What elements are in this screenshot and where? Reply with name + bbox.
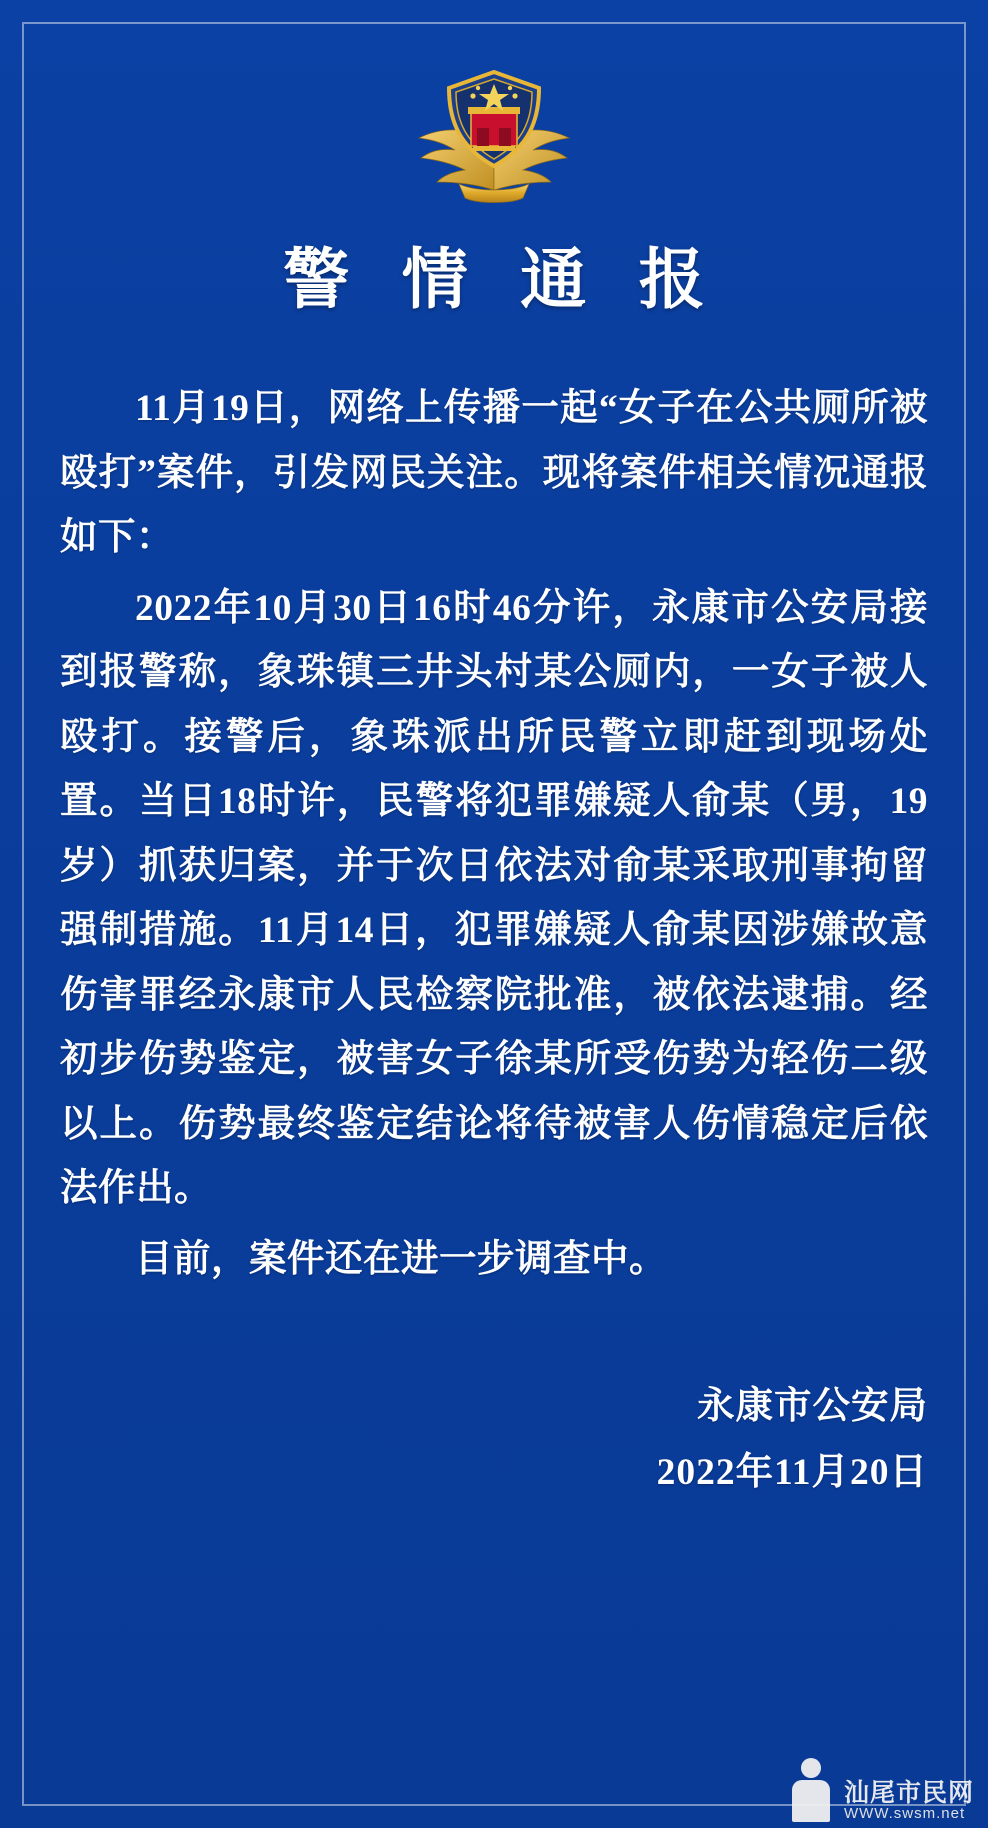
- signature-block: [60, 1374, 928, 1505]
- paragraph-2: 2022年10月30日16时46分许，永康市公安局接到报警称，象珠镇三井头村某公厕内，一女子被人殴打。接警后，象珠派出所民警立即赶到现场处置。当日18时许，民警将犯罪嫌疑人俞某（男，19岁）抓获归案，并于次日依法对俞某采取刑事拘留强制措施。11月14日，犯罪嫌疑人俞某因涉嫌故意伤害罪经永康市人民检察院批准，被依法逮捕。经初步伤势鉴定，被害女子徐某所受伤势为轻伤二级以上。伤势最终鉴定结论将待被害人伤情稳定后依法作出。: [60, 587, 928, 1209]
- person-icon: [784, 1756, 838, 1822]
- signature-organization: 永康市公安局: [697, 1386, 928, 1427]
- watermark-site-name: 汕尾市民网: [843, 1779, 974, 1807]
- paragraph-3: 目前，案件还在进一步调查中。: [135, 1238, 667, 1280]
- page-title: 警 情 通 报: [283, 244, 723, 317]
- police-badge-icon: [399, 66, 589, 216]
- signature-date: 2022年11月20日: [656, 1451, 928, 1493]
- person-body: [792, 1780, 830, 1822]
- paragraph-1: 11月19日，网络上传播一起“女子在公共厕所被殴打”案件，引发网民关注。现将案件相关情况通报如下：: [60, 388, 928, 558]
- watermark-text: [844, 1780, 974, 1822]
- notice-content: [60, 48, 928, 1788]
- watermark-url: WWW.swsm.net: [843, 1805, 966, 1823]
- watermark: [784, 1756, 974, 1822]
- notice-body: [60, 377, 928, 1292]
- person-head: [801, 1758, 821, 1778]
- emblem-container: [60, 66, 928, 216]
